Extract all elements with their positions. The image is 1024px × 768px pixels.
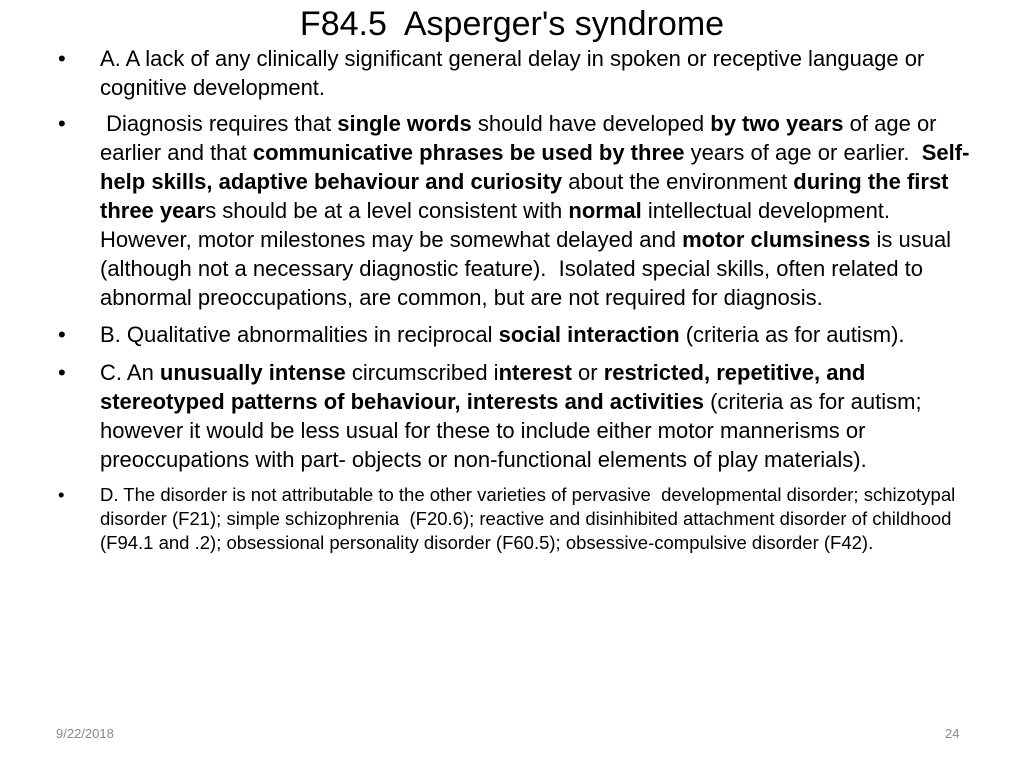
text-segment: C. An (100, 360, 160, 385)
bold-text-segment: during the first three year (100, 169, 955, 223)
text-segment: of age or earlier and that (100, 111, 943, 165)
bullet-marker: • (58, 484, 65, 505)
bullet-marker: • (58, 46, 66, 71)
bold-text-segment: by two years (710, 111, 844, 136)
bullet-item (58, 109, 978, 312)
bullet-item (58, 483, 978, 555)
bold-text-segment: Self-help skills, adaptive behaviour and curiosity (100, 140, 970, 194)
bullet-marker: • (58, 322, 66, 347)
bullet-item (58, 358, 978, 474)
text-segment: (criteria as for autism). (679, 322, 905, 347)
bold-text-segment: nterest (498, 360, 572, 385)
footer-date: 9/22/2018 (56, 726, 114, 741)
bold-text-segment: social interaction (498, 322, 680, 347)
text-segment: years of age or earlier. (684, 140, 922, 165)
text-segment: intellectual development. However, motor milestones may be somewhat delayed and (100, 198, 903, 252)
bullet-marker: • (58, 360, 66, 385)
slide-title: F84.5 Asperger's syndrome (299, 5, 725, 43)
bold-text-segment: communicative phrases be used by three (252, 140, 685, 165)
bullet-marker: • (58, 111, 66, 136)
text-segment: about the environment (562, 169, 794, 194)
bullet-list (58, 44, 978, 555)
bold-text-segment: single words (337, 111, 472, 136)
text-segment: A. A lack of any clinically significant general delay in spoken or receptive language or cognitive development. (100, 46, 931, 100)
bullet-item (58, 44, 978, 102)
footer-page-number: 24 (945, 726, 960, 741)
text-segment: should have developed (471, 111, 711, 136)
bold-text-segment: normal (568, 198, 642, 223)
text-segment: B. Qualitative abnormalities in reciprocal (100, 322, 499, 347)
bullet-text (100, 484, 960, 553)
text-segment: is usual (although not a necessary diagnostic feature). Isolated special skills, often related to abnormal preoccupations, are common, but are not required for diagnosis. (100, 227, 958, 310)
bullet-text (100, 46, 930, 100)
text-segment: or (571, 360, 604, 385)
bullet-item (58, 320, 978, 349)
bold-text-segment: restricted, repetitive, and stereotyped patterns of behaviour, interests and activities (100, 360, 872, 414)
text-segment: Diagnosis requires that (100, 111, 338, 136)
bullet-text (100, 111, 969, 310)
bullet-text (100, 322, 905, 347)
bullet-text (100, 360, 928, 472)
text-segment: D. The disorder is not attributable to the other varieties of pervasive developmental disorder; schizotypal disorder (F21); simple schizophrenia (F20.6); reactive and disinhibited attachment disorder of childhood (F94.1 and .2); obsessional personality disorder (F60.5); obsessive-compulsive disorder (F42). (100, 484, 961, 553)
bold-text-segment: unusually intense (159, 360, 346, 385)
text-segment: s should be at a level consistent with (205, 198, 569, 223)
bold-text-segment: motor clumsiness (682, 227, 871, 252)
text-segment: circumscribed i (345, 360, 499, 385)
text-segment: (criteria as for autism; however it would be less usual for these to include either motor mannerisms or preoccupations with part- objects or non-functional elements of play materials). (100, 389, 928, 472)
